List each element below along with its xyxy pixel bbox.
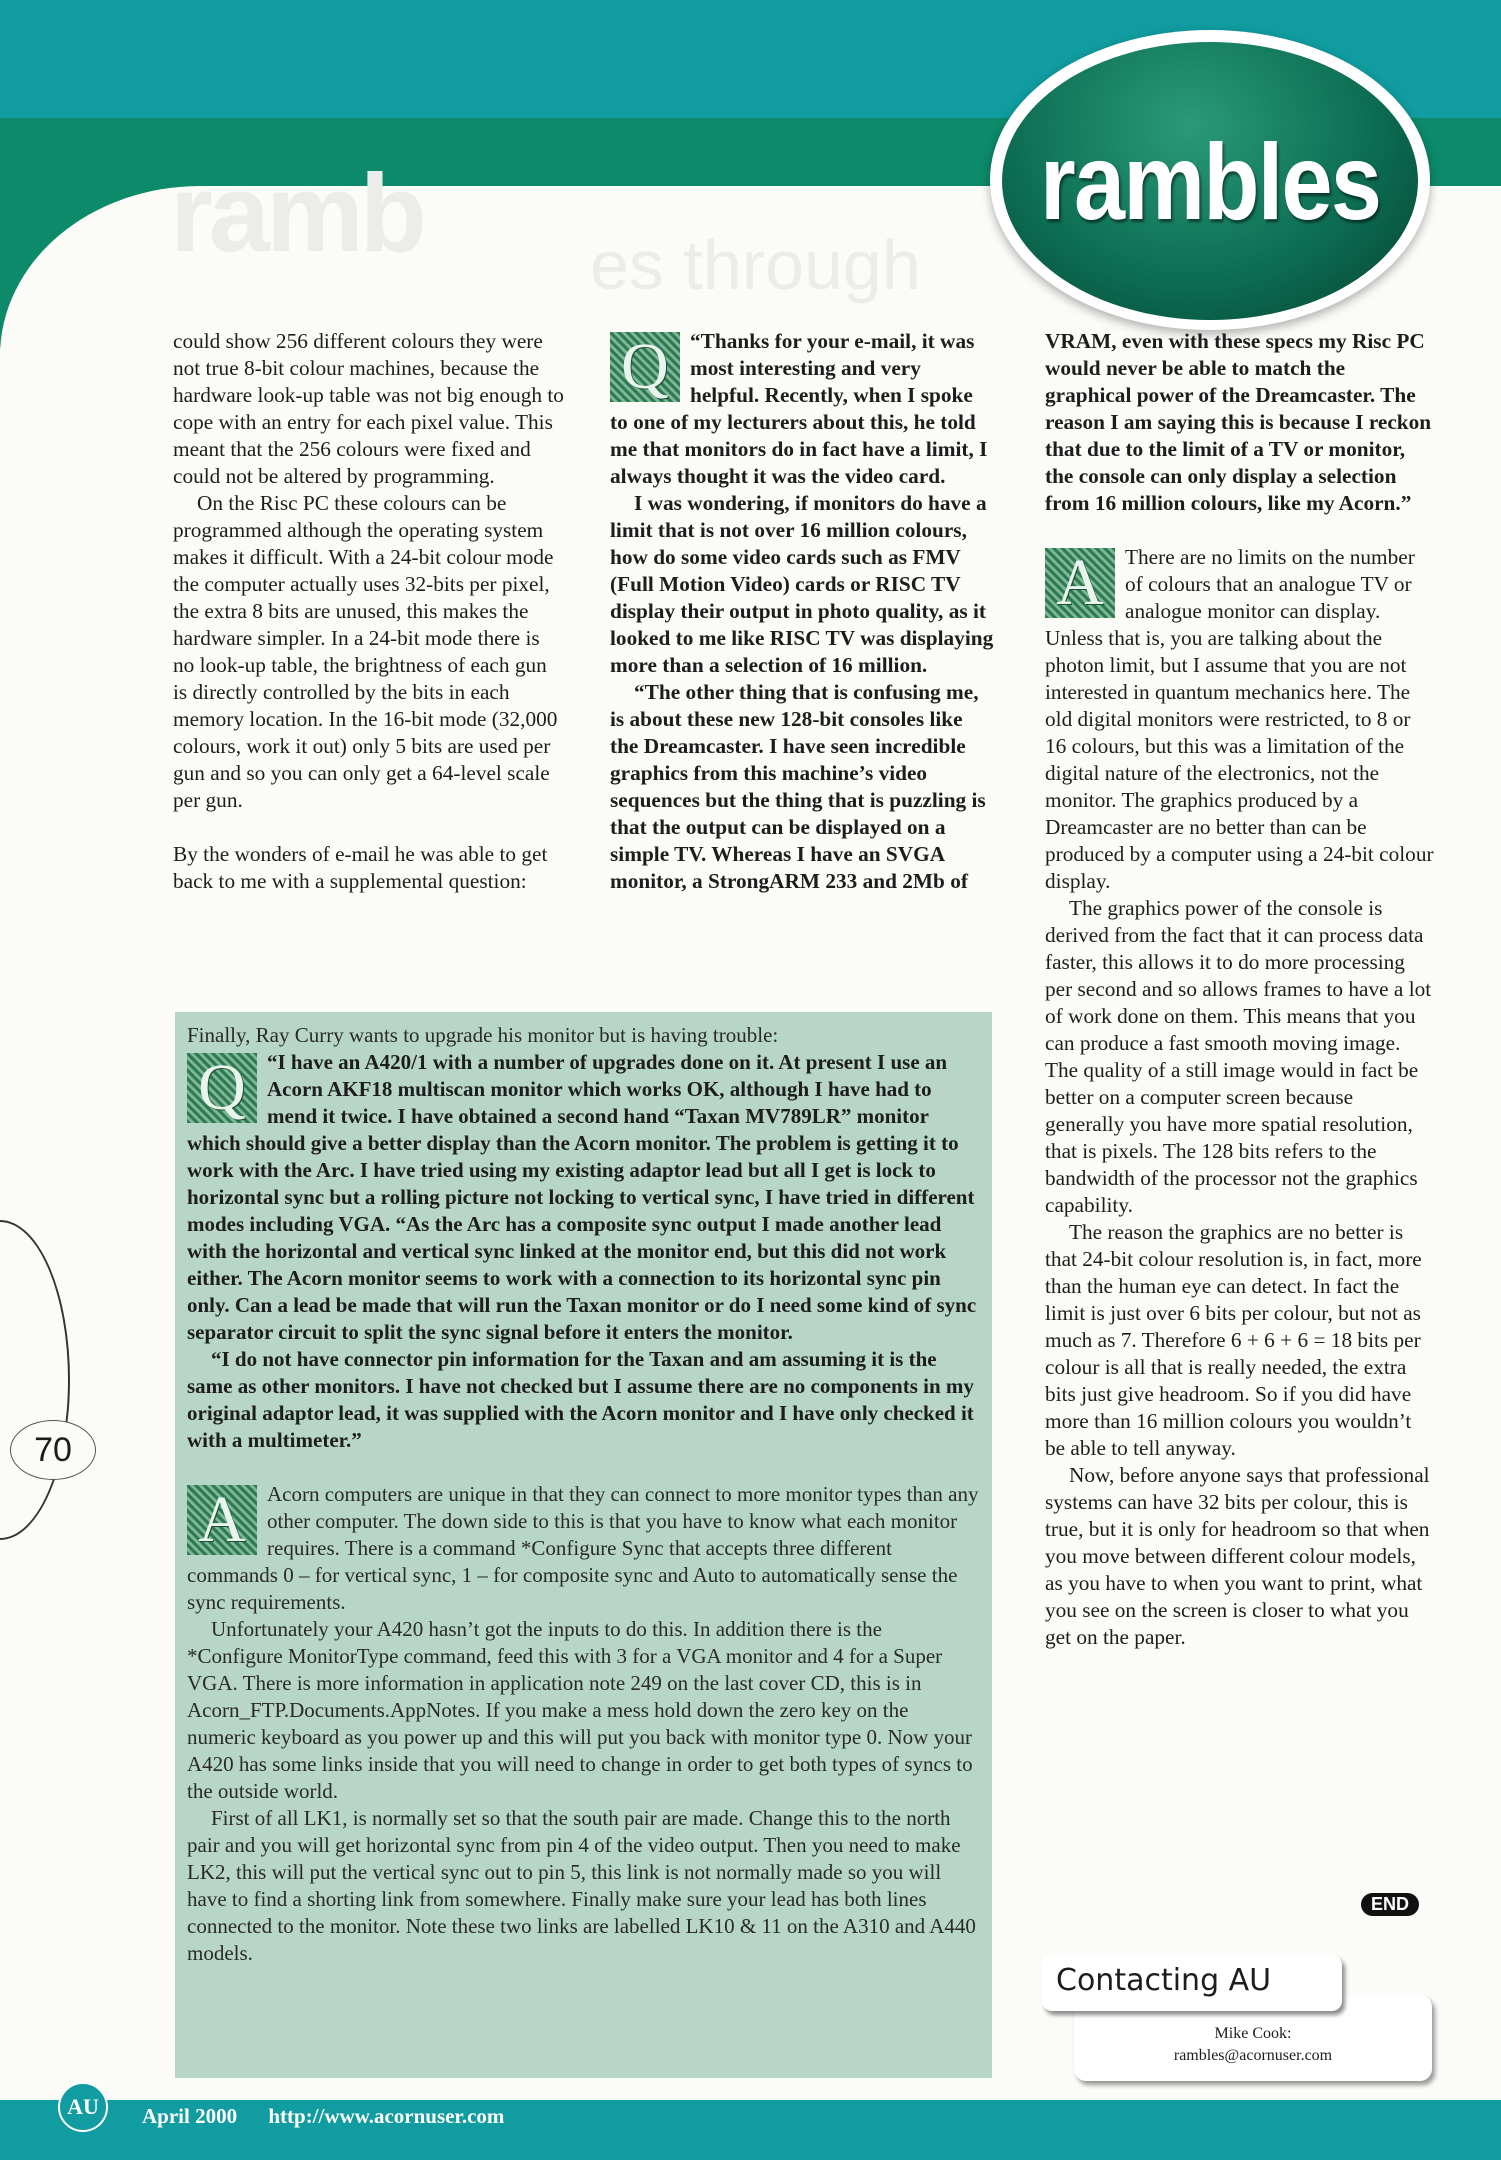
contact-name: Mike Cook: <box>1214 2025 1292 2042</box>
paragraph: could show 256 different colours they were not true 8-bit colour machines, because the hardware look-up table was not big enough to cope with an entry for each pixel value. This meant that the 256 colours were fixed and could not be altered by programming. <box>173 329 564 488</box>
au-logo-icon: AU <box>58 2082 108 2132</box>
contact-email[interactable]: rambles@acornuser.com <box>1173 2047 1333 2064</box>
ghost-heading: ramb <box>170 152 423 275</box>
issue-date: April 2000 <box>142 2104 238 2128</box>
page-number: 70 <box>10 1420 96 1480</box>
end-marker: END <box>1361 1893 1419 1916</box>
paragraph: First of all LK1, is normally set so that the south pair are made. Change this to the north pair and you will get horizontal sync from pin 4 of the video output. Then you need to make LK2, this will put the vertical sync out to pin 5, this link is not normally made so you will have to find a shorting link from somewhere. Finally make sure your lead has both lines connected to the monitor. Note these two links are labelled LK10 & 11 on the A310 and A440 models. <box>187 1806 976 1965</box>
ghost-subheading: es through <box>590 226 921 304</box>
question-dropcap-icon: Q <box>610 332 680 402</box>
question-dropcap-icon: Q <box>187 1053 257 1123</box>
footer-text <box>142 2104 530 2129</box>
paragraph: “Thanks for your e-mail, it was most interesting and very helpful. Recently, when I spoke to one of my lecturers about this, he told me that monitors do in fact have a limit, I always thought it was the video card. <box>610 329 988 488</box>
column-3 <box>1045 328 1435 1651</box>
column-2 <box>610 328 995 895</box>
section-title: rambles <box>1039 120 1381 242</box>
paragraph: Unfortunately your A420 hasn’t got the inputs to do this. In addition there is the *Configure MonitorType command, feed this with 3 for a VGA monitor and 4 for a Super VGA. There is more information in application note 249 on the last cover CD, this is in Acorn_FTP.Documents.AppNotes. If you make a mess hold down the zero key on the numeric keyboard as you power up and this will put you back with monitor type 0. Now your A420 has some links inside that you will need to change in order to get both types of syncs to the outside world. <box>187 1617 973 1803</box>
paragraph: By the wonders of e-mail he was able to get back to me with a supplemental question: <box>173 842 548 893</box>
paragraph: Now, before anyone says that professional systems can have 32 bits per colour, this is true, but it is only for headroom so that when you move between different colour models, as you have to when you want to print, what you see on the screen is closer to what you get on the paper. <box>1045 1463 1430 1649</box>
contact-title: Contacting AU <box>1042 1955 1342 2011</box>
website-link[interactable]: http://www.acornuser.com <box>268 2104 505 2128</box>
column-1 <box>173 328 565 895</box>
paragraph: “I do not have connector pin information for the Taxan and am assuming it is the same as other monitors. I have not checked but I assume there are no components in my original adaptor lead, it was supplied with the Acorn monitor and I have only checked it with a multimeter.” <box>187 1347 974 1452</box>
paragraph: Acorn computers are unique in that they can connect to more monitor types than any other computer. The down side to this is that you have to know what each monitor requires. There is a command *Configure Sync that accepts three different commands 0 – for vertical sync, 1 – for composite sync and Auto to automatically sense the sync requirements. <box>187 1482 979 1614</box>
paragraph: “I have an A420/1 with a number of upgrades done on it. At present I use an Acorn AKF18 multiscan monitor which works OK, although I have had to mend it twice. I have obtained a second hand “Taxan MV789LR” monitor which should give a better display than the Acorn monitor. The problem is getting it to work with the Arc. I have tried using my existing adaptor lead but all I get is lock to horizontal sync but a rolling picture not locking to vertical sync, I have tried in different modes including VGA. “As the Arc has a composite sync output I made another lead with the horizontal and vertical sync linked at the monitor end, but this did not work either. The Acorn monitor seems to work with a connection to its horizontal sync pin only. Can a lead be made that will run the Taxan monitor or do I need some kind of sync separator circuit to split the sync signal before it enters the monitor. <box>187 1050 977 1344</box>
letter-box <box>175 1012 992 2078</box>
paragraph: I was wondering, if monitors do have a limit that is not over 16 million colours, how do some video cards such as FMV (Full Motion Video) cards or RISC TV display their output in photo quality, as it looked to me like RISC TV was displaying more than a selection of 16 million. <box>610 491 994 677</box>
paragraph: VRAM, even with these specs my Risc PC would never be able to match the graphical power of the Dreamcaster. The reason I am saying this is because I reckon that due to the limit of a TV or monitor, the console can only display a selection from 16 million colours, like my Acorn.” <box>1045 329 1432 515</box>
box-intro: Finally, Ray Curry wants to upgrade his monitor but is having trouble: <box>187 1023 779 1047</box>
answer-dropcap-icon: A <box>187 1485 257 1555</box>
paragraph: The graphics power of the console is derived from the fact that it can process data faster, this allows it to do more processing per second and so allows frames to have a lot of work done on them. This means that you can produce a fast smooth moving image. The quality of a still image would in fact be better on a computer screen because generally you have more spatial resolution, that is pixels. The 128 bits refers to the bandwidth of the processor not the graphics capability. <box>1045 896 1432 1217</box>
paragraph: “The other thing that is confusing me, is about these new 128-bit consoles like the Dreamcaster. I have seen incredible graphics from this machine’s video sequences but the thing that is puzzling is that the output can be displayed on a simple TV. Whereas I have an SVGA monitor, a StrongARM 233 and 2Mb of <box>610 680 986 893</box>
section-badge <box>1002 42 1418 320</box>
page-tab-arc <box>0 1220 70 1540</box>
paragraph: On the Risc PC these colours can be programmed although the operating system makes it difficult. With a 24-bit colour mode the computer actually uses 32-bits per pixel, the extra 8 bits are unused, this makes the hardware simpler. In a 24-bit mode there is no look-up table, the brightness of each gun is directly controlled by the bits in each memory location. In the 16-bit mode (32,000 colours, work it out) only 5 bits are used per gun and so you can only get a 64-level scale per gun. <box>173 491 558 812</box>
paragraph: There are no limits on the number of colours that an analogue TV or analogue monitor can display. Unless that is, you are talking about the photon limit, but I assume that you are not interested in quantum mechanics here. The old digital monitors were restricted, to 8 or 16 colours, but this was a limitation of the digital nature of the electronics, not the monitor. The graphics produced by a Dreamcaster are no better than can be produced by a computer using a 24-bit colour display. <box>1045 545 1434 893</box>
answer-dropcap-icon: A <box>1045 548 1115 618</box>
paragraph: The reason the graphics are no better is that 24-bit colour resolution is, in fact, more than the human eye can detect. In fact the limit is just over 6 bits per colour, but not as much as 7. Therefore 6 + 6 + 6 = 18 bits per colour is all that is really needed, the extra bits just give headroom. So if you did have more than 16 million colours you wouldn’t be able to tell anyway. <box>1045 1220 1422 1460</box>
